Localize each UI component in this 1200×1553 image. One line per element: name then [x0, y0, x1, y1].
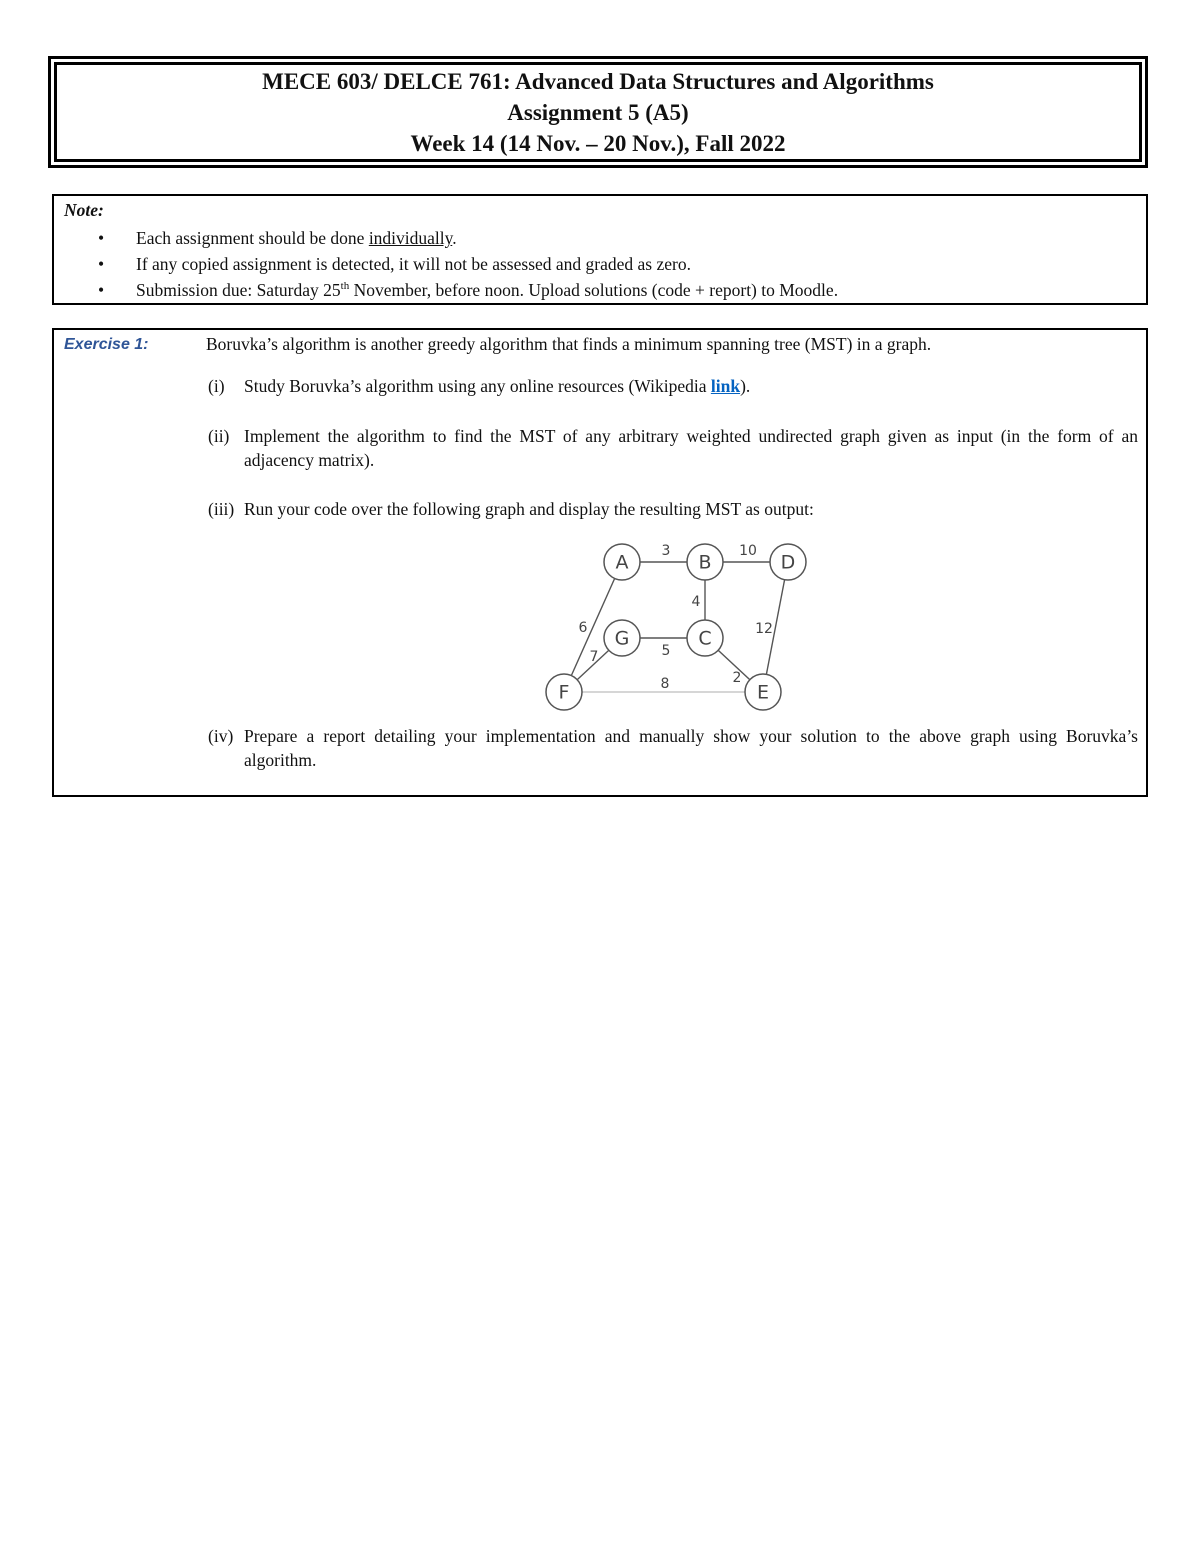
- bullet-text: Submission due: Saturday 25: [136, 280, 341, 300]
- exercise-item: [208, 497, 1138, 521]
- edge-weight-G-F: 7: [589, 649, 599, 665]
- item-text: Run your code over the following graph and display the resulting MST as output:: [244, 499, 814, 519]
- item-number: (iii): [208, 499, 235, 519]
- exercise-item: [208, 424, 1138, 472]
- edge-weight-A-B: 3: [661, 543, 671, 559]
- edge-weight-G-C: 5: [661, 643, 671, 659]
- bullet-icon: •: [98, 228, 105, 248]
- item-number: (i): [208, 376, 225, 396]
- edge-weight-D-E: 12: [755, 621, 773, 637]
- item-number: (iv): [208, 726, 234, 746]
- assignment-title: Assignment 5 (A5): [507, 99, 689, 125]
- node-label-F: F: [558, 681, 570, 704]
- exercise-intro: Boruvka’s algorithm is another greedy algorithm that finds a minimum spanning tree (MST) in a graph.: [206, 334, 932, 354]
- node-label-E: E: [756, 681, 770, 704]
- edge-weight-C-E: 2: [732, 670, 742, 686]
- node-label-D: D: [780, 551, 796, 574]
- item-text: Implement the algorithm to find the MST of any arbitrary weighted undirected graph given as input (in the form of an adjacency matrix).: [244, 426, 1138, 470]
- exercise-item: [208, 724, 1138, 772]
- edge-weight-B-C: 4: [691, 594, 701, 610]
- node-label-C: C: [698, 627, 712, 650]
- item-text: Prepare a report detailing your implementation and manually show your solution to the above graph using Boruvka’s algorithm.: [244, 726, 1138, 770]
- course-title: MECE 603/ DELCE 761: Advanced Data Structures and Algorithms: [262, 68, 934, 94]
- node-label-A: A: [615, 551, 629, 574]
- bullet-icon: •: [98, 254, 105, 274]
- bullet-text: Each assignment should be done: [136, 228, 369, 248]
- week-title: Week 14 (14 Nov. – 20 Nov.), Fall 2022: [410, 130, 786, 156]
- edge-weight-F-E: 8: [660, 676, 670, 692]
- item-number: (ii): [208, 426, 230, 446]
- bullet-text: If any copied assignment is detected, it will not be assessed and graded as zero.: [136, 254, 691, 274]
- edge-weight-B-D: 10: [739, 543, 757, 559]
- exercise-item: (i) Study Boruvka’s algorithm using any online resources (Wikipedia link).: [208, 376, 751, 396]
- note-label: Note:: [64, 200, 104, 220]
- node-label-G: G: [614, 627, 630, 650]
- exercise-label: Exercise 1:: [64, 336, 149, 353]
- edge-weight-A-F: 6: [578, 620, 588, 636]
- title-box: [48, 56, 1148, 168]
- wikipedia-link[interactable]: link: [710, 376, 741, 396]
- note-box: Note: • Each assignment should be done individually. • If any copied assignment is detected, it will not be assessed and graded as zero. • Submission due: Saturday 25th November, before noon. Upload solutions (code + report) to Moodle.: [52, 194, 1148, 305]
- ordinal-suffix: th: [340, 280, 350, 293]
- graph-figure: [538, 538, 828, 718]
- bullet-icon: •: [98, 280, 105, 300]
- item-text: Study Boruvka’s algorithm using any online resources (Wikipedia: [244, 376, 711, 396]
- title-inner: [54, 62, 1142, 162]
- individually-emphasis: individually: [368, 228, 453, 248]
- node-label-B: B: [698, 551, 712, 574]
